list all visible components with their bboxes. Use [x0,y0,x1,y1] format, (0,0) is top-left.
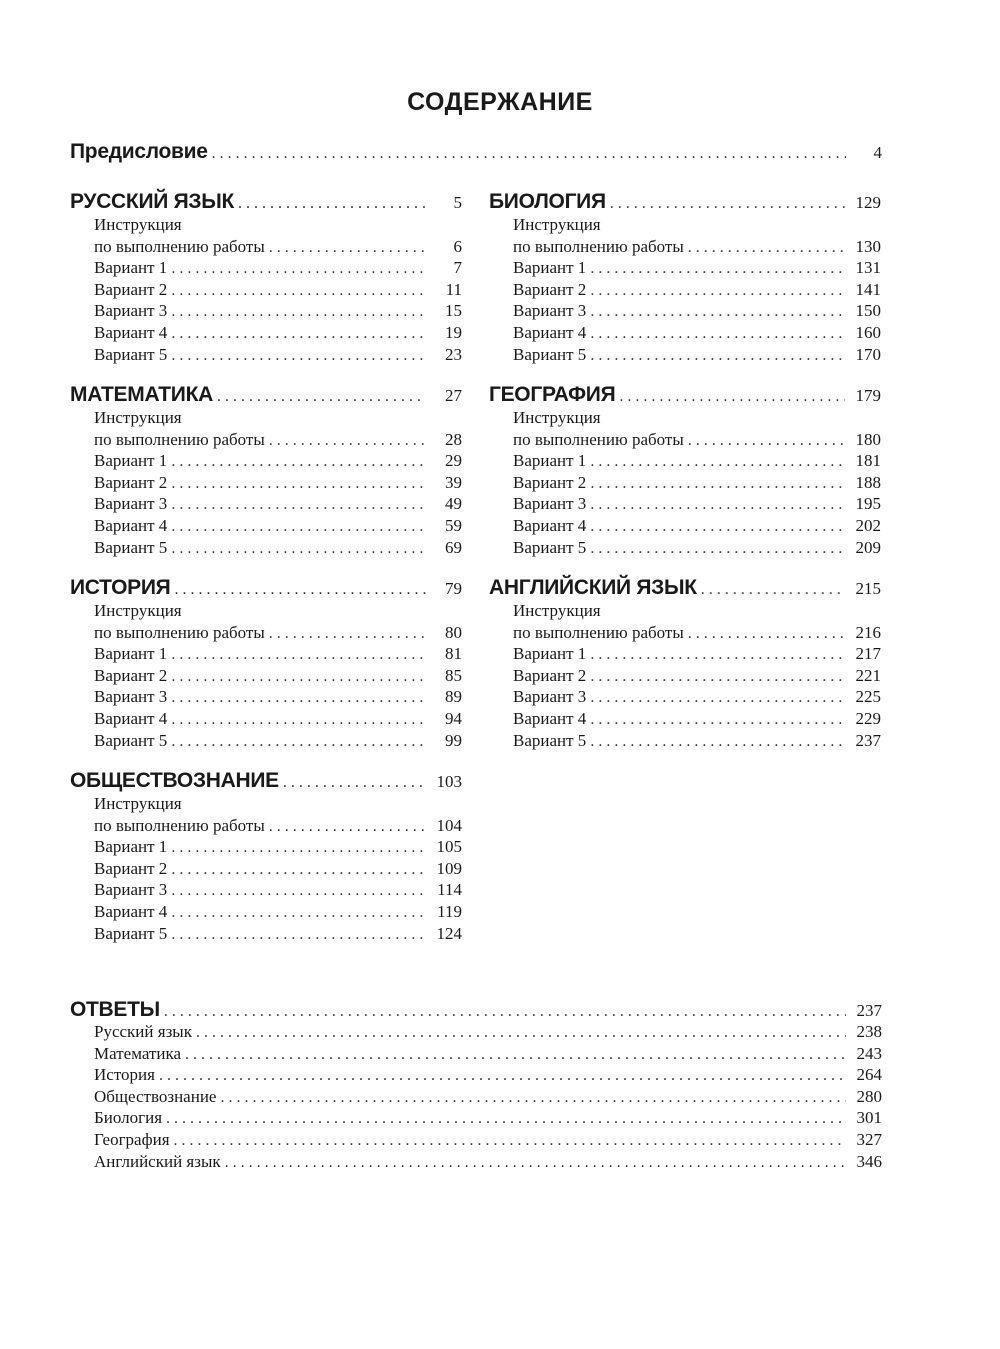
toc-page: 94 [445,709,462,728]
toc-instruction-line1[interactable] [94,408,462,430]
leader-dots [196,1024,846,1042]
toc-label: Вариант 3 [94,301,168,321]
toc-answer-item[interactable] [94,1087,882,1109]
toc-page: 215 [855,579,881,598]
toc-page: 150 [855,301,881,321]
toc-page: 104 [436,815,462,835]
leader-dots [590,260,845,278]
toc-page: 89 [445,687,462,707]
toc-label: Предисловие [70,140,208,163]
toc-variant[interactable] [94,494,462,516]
toc-variant[interactable] [94,473,462,495]
toc-page: 39 [445,472,462,492]
leader-dots [171,282,426,300]
leader-dots [590,453,845,471]
toc-label: Вариант 1 [94,258,168,278]
toc-label: Русский язык [94,1022,192,1041]
leader-dots [159,1067,846,1085]
toc-page: 238 [856,1022,882,1041]
toc-page: 6 [453,236,462,256]
toc-label: Инструкция [513,408,601,427]
leader-dots [590,303,845,321]
toc-label: Вариант 2 [94,279,168,299]
leader-dots [171,496,426,514]
toc-variant[interactable] [513,516,881,538]
toc-label: Инструкция [513,601,601,620]
toc-page: 124 [436,923,462,943]
toc-page: 327 [856,1130,882,1149]
toc-label: Вариант 2 [94,858,168,878]
toc-variant[interactable] [513,258,881,280]
toc-page: 29 [445,451,462,471]
toc-label: БИОЛОГИЯ [489,190,606,213]
toc-variant[interactable] [513,301,881,323]
toc-section-heading[interactable] [70,576,462,598]
toc-page: 131 [855,258,881,278]
toc-variant[interactable] [94,687,462,709]
toc-label: ОБЩЕСТВОЗНАНИЕ [70,769,279,792]
toc-page: 301 [856,1108,882,1128]
toc-label: Вариант 2 [94,472,168,492]
toc-label: Вариант 3 [513,687,587,707]
leader-dots [688,239,845,257]
leader-dots [171,926,426,944]
toc-label: Вариант 2 [513,665,587,685]
leader-dots [171,325,426,343]
leader-dots [590,347,845,365]
toc-variant[interactable] [94,924,462,946]
toc-page: 119 [437,902,462,921]
leader-dots [688,432,845,450]
toc-variant[interactable] [94,902,462,924]
toc-variant[interactable] [513,345,881,367]
toc-page: 188 [855,472,881,492]
toc-label: Вариант 5 [513,730,587,750]
toc-instruction[interactable] [94,430,462,452]
leader-dots [590,733,845,751]
toc-page: 346 [856,1151,882,1171]
toc-variant[interactable] [513,731,881,753]
leader-dots [171,453,426,471]
toc-variant[interactable] [513,494,881,516]
toc-answer-item[interactable] [94,1065,882,1087]
toc-label: Вариант 5 [513,537,587,557]
toc-label: по выполнению работы [94,815,265,835]
toc-variant[interactable] [94,709,462,731]
leader-dots [269,818,426,836]
leader-dots [269,239,426,257]
toc-label: Вариант 5 [513,344,587,364]
toc-label: Вариант 3 [513,301,587,321]
toc-variant[interactable] [513,666,881,688]
toc-label: по выполнению работы [94,429,265,449]
toc-label: ИСТОРИЯ [70,576,171,599]
leader-dots [590,518,845,536]
leader-dots [164,1003,846,1021]
toc-variant[interactable] [94,837,462,859]
leader-dots [590,325,845,343]
toc-page: 79 [445,579,462,598]
toc-answer-item[interactable] [94,1152,882,1174]
toc-entry-answers[interactable] [70,998,882,1020]
toc-answer-item[interactable] [94,1022,882,1044]
leader-dots [171,689,426,707]
toc-instruction[interactable] [94,623,462,645]
leader-dots [171,711,426,729]
toc-instruction[interactable] [94,237,462,259]
toc-variant[interactable] [513,709,881,731]
toc-page: 69 [445,537,462,557]
leader-dots [166,1110,846,1128]
toc-variant[interactable] [94,644,462,666]
toc-page: 11 [445,279,462,299]
toc-variant[interactable] [513,687,881,709]
toc-variant[interactable] [94,666,462,688]
toc-page: 109 [436,858,462,878]
toc-page: 237 [856,1001,882,1020]
leader-dots [590,540,845,558]
leader-dots [171,347,426,365]
toc-variant[interactable] [513,451,881,473]
toc-page: 59 [445,516,462,535]
toc-label: История [94,1065,155,1085]
leader-dots [590,711,845,729]
toc-label: Английский язык [94,1151,221,1171]
leader-dots [171,839,426,857]
leader-dots [701,581,845,599]
toc-page: 243 [856,1043,882,1063]
toc-label: Вариант 3 [94,687,168,707]
leader-dots [171,518,426,536]
toc-answer-item[interactable] [94,1044,882,1066]
leader-dots [171,540,426,558]
toc-page: 221 [855,665,881,685]
toc-label: География [94,1130,170,1149]
toc-section-heading[interactable] [70,383,462,405]
toc-variant[interactable] [94,345,462,367]
toc-label: Вариант 3 [94,880,168,900]
toc-page: 179 [855,386,881,405]
toc-label: Инструкция [94,215,182,234]
leader-dots [590,668,845,686]
toc-label: Вариант 2 [513,279,587,299]
toc-label: Инструкция [94,408,182,427]
toc-instruction-line1[interactable] [94,601,462,623]
toc-answer-item[interactable] [94,1108,882,1130]
leader-dots [225,1154,846,1172]
toc-page: 195 [855,494,881,514]
toc-section-heading[interactable] [489,576,881,598]
toc-variant[interactable] [94,258,462,280]
leader-dots [220,1089,846,1107]
toc-label: Вариант 3 [94,494,168,514]
toc-label: Вариант 4 [513,516,587,535]
leader-dots [238,195,426,213]
toc-label: Вариант 1 [94,644,168,664]
toc-page: 80 [445,622,462,642]
toc-page: 170 [855,344,881,364]
toc-label: Инструкция [94,601,182,620]
toc-label: Вариант 1 [513,451,587,471]
toc-variant[interactable] [94,280,462,302]
toc-label: Вариант 1 [94,451,168,471]
leader-dots [185,1046,846,1064]
toc-label: Вариант 1 [513,258,587,278]
leader-dots [171,733,426,751]
toc-label: Инструкция [94,794,182,813]
toc-instruction-line1[interactable] [513,408,881,430]
toc-variant[interactable] [513,473,881,495]
toc-page: 209 [855,537,881,557]
toc-label: Вариант 4 [94,902,168,921]
leader-dots [619,388,845,406]
leader-dots [212,145,846,163]
leader-dots [171,882,426,900]
toc-section-heading[interactable] [489,190,881,212]
toc-page: 23 [445,344,462,364]
toc-label: по выполнению работы [94,622,265,642]
toc-label: АНГЛИЙСКИЙ ЯЗЫК [489,576,697,599]
toc-label: Вариант 5 [94,730,168,750]
leader-dots [174,1132,846,1150]
toc-instruction-line1[interactable] [94,215,462,237]
toc-page: 229 [855,709,881,728]
toc-variant[interactable] [94,323,462,345]
toc-label: РУССКИЙ ЯЗЫК [70,190,234,213]
toc-instruction[interactable] [513,237,881,259]
leader-dots [688,625,845,643]
toc-variant[interactable] [513,323,881,345]
toc-label: Вариант 4 [94,709,168,728]
leader-dots [171,475,426,493]
toc-label: Вариант 2 [513,472,587,492]
toc-page: 27 [445,386,462,405]
toc-label: ОТВЕТЫ [70,998,160,1021]
leader-dots [171,904,426,922]
toc-label: МАТЕМАТИКА [70,383,213,406]
toc-variant[interactable] [94,538,462,560]
leader-dots [269,625,426,643]
toc-label: по выполнению работы [513,236,684,256]
toc-instruction[interactable] [94,816,462,838]
toc-section-heading[interactable] [70,769,462,791]
toc-page: 85 [445,665,462,685]
toc-variant[interactable] [513,538,881,560]
toc-label: Инструкция [513,215,601,234]
toc-label: ГЕОГРАФИЯ [489,383,616,406]
toc-page: 81 [445,644,462,664]
toc-answer-item[interactable] [94,1130,882,1152]
toc-page: 4 [873,143,882,162]
toc-label: Обществознание [94,1086,217,1106]
toc-label: Математика [94,1043,182,1063]
toc-page: 7 [453,258,462,278]
toc-page: 225 [855,687,881,707]
leader-dots [171,861,426,879]
toc-instruction[interactable] [513,623,881,645]
toc-page: 28 [445,429,462,449]
leader-dots [171,303,426,321]
toc-variant[interactable] [94,301,462,323]
toc-page: 202 [855,516,881,535]
toc-page: 141 [855,279,881,299]
leader-dots [171,646,426,664]
toc-page: 180 [855,429,881,449]
toc-variant[interactable] [513,280,881,302]
toc-label: Вариант 4 [94,323,168,342]
toc-label: по выполнению работы [513,622,684,642]
leader-dots [171,260,426,278]
toc-label: Биология [94,1108,163,1128]
toc-page: 15 [445,301,462,321]
toc-instruction-line1[interactable] [513,601,881,623]
toc-page: 114 [437,880,462,900]
toc-page: 280 [856,1086,882,1106]
toc-page: 181 [855,451,881,471]
toc-label: по выполнению работы [513,429,684,449]
toc-page: 49 [445,494,462,514]
toc-section-heading[interactable] [489,383,881,405]
toc-page: 130 [855,236,881,256]
toc-variant[interactable] [513,644,881,666]
leader-dots [590,646,845,664]
leader-dots [610,195,845,213]
toc-section-heading[interactable] [70,190,462,212]
toc-label: Вариант 4 [513,323,587,342]
toc-label: Вариант 3 [513,494,587,514]
leader-dots [590,689,845,707]
toc-label: Вариант 5 [94,537,168,557]
leader-dots [590,475,845,493]
toc-label: Вариант 2 [94,665,168,685]
leader-dots [174,581,426,599]
toc-label: Вариант 1 [513,644,587,664]
toc-page: 99 [445,730,462,750]
toc-page: 105 [436,837,462,857]
toc-label: Вариант 5 [94,344,168,364]
leader-dots [217,388,426,406]
page-title: СОДЕРЖАНИЕ [407,88,593,116]
toc-page: 237 [855,730,881,750]
toc-instruction-line1[interactable] [513,215,881,237]
toc-label: по выполнению работы [94,236,265,256]
toc-label: Вариант 4 [513,709,587,728]
toc-page: 217 [855,644,881,664]
toc-page: 264 [856,1065,882,1085]
leader-dots [269,432,426,450]
toc-label: Вариант 4 [94,516,168,535]
toc-variant[interactable] [94,451,462,473]
toc-page: 129 [855,193,881,212]
leader-dots [283,774,426,792]
toc-variant[interactable] [94,880,462,902]
toc-instruction-line1[interactable] [94,794,462,816]
toc-page: 216 [855,622,881,642]
leader-dots [590,282,845,300]
toc-label: Вариант 1 [94,837,168,857]
toc-page: 5 [453,193,462,212]
toc-page: 160 [855,323,881,342]
toc-label: Вариант 5 [94,923,168,943]
toc-page: 103 [436,772,462,791]
toc-entry-preface[interactable] [70,140,882,162]
toc-instruction[interactable] [513,430,881,452]
leader-dots [590,496,845,514]
leader-dots [171,668,426,686]
toc-variant[interactable] [94,731,462,753]
toc-page: 19 [445,323,462,342]
toc-variant[interactable] [94,516,462,538]
toc-variant[interactable] [94,859,462,881]
